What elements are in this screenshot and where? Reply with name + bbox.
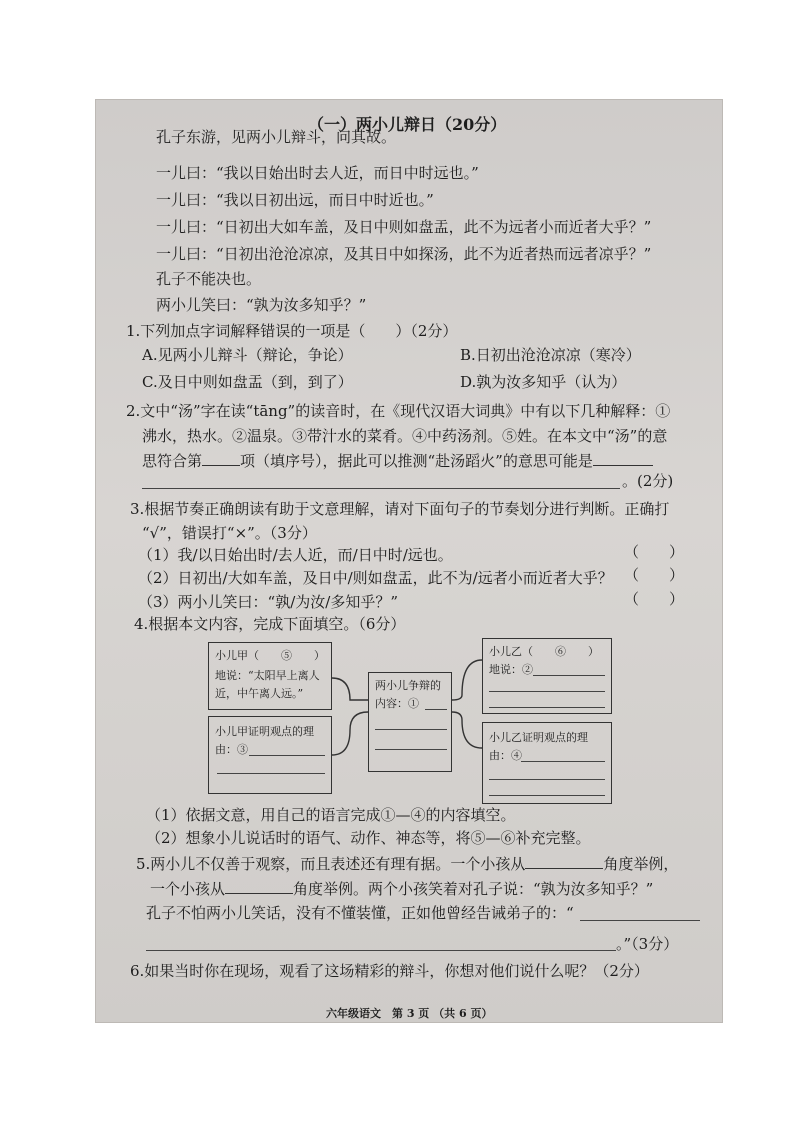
box-child-b-title: 小儿乙（ ⑥ ） (489, 645, 599, 658)
q1-stem: 1.下列加点字词解释错误的一项是（ ）（2分） (126, 322, 458, 340)
passage-line: 一儿曰：“我以日初出远，而日中时近也。” (156, 191, 434, 209)
answer-line[interactable] (146, 950, 616, 951)
q2-line: 沸水，热水。②温泉。③带汁水的菜肴。④中药汤剂。⑤姓。在本文中“汤”的意 (142, 427, 668, 445)
q5-line: 5.两小儿不仅善于观察，而且表述还有理有据。一个小孩从 角度举例， (136, 855, 679, 873)
box-child-a-reason: 小儿甲证明观点的理 由：③ (208, 716, 332, 794)
q3-answer-paren[interactable]: （ ） (624, 590, 685, 608)
box-child-b-claim: 小儿乙（ ⑥ ） 地说：② (482, 638, 612, 714)
q3-answer-paren[interactable]: （ ） (624, 566, 685, 584)
answer-line[interactable] (521, 761, 605, 762)
answer-line[interactable] (533, 675, 605, 676)
answer-line[interactable] (375, 749, 447, 750)
box-child-a-claim: 小儿甲（ ⑤ ） 地说：“太阳早上离人 近，中午离人远。” (208, 642, 332, 710)
answer-line[interactable] (580, 920, 700, 921)
q1-option-b: B.日初出沧沧凉凉（寒冷） (460, 346, 641, 364)
answer-line[interactable] (375, 729, 447, 730)
passage-line: 孔子东游，见两小儿辩斗，问其故。 (156, 128, 397, 146)
answer-line[interactable] (249, 755, 325, 756)
answer-line[interactable] (489, 707, 605, 708)
q3-item: （2）日初出/大如车盖，及日中/则如盘盂，此不为/远者小而近者大乎？ (138, 569, 613, 587)
q2-line: 。(2分) (622, 472, 674, 490)
q3-item: （1）我/以日始出时/去人近，而/日中时/远也。 (138, 546, 453, 564)
answer-line[interactable] (425, 709, 447, 710)
q4-sub2: （2）想象小儿说话时的语气、动作、神态等，将⑤—⑥补充完整。 (146, 829, 591, 847)
answer-line[interactable] (217, 773, 325, 774)
q1-option-a: A.见两小儿辩斗（辩论，争论） (142, 346, 353, 364)
passage-line: 孔子不能决也。 (156, 270, 262, 288)
answer-blank[interactable] (225, 879, 293, 894)
q5-line: 。”（3分） (616, 935, 679, 953)
q4-sub1: （1）依据文意，用自己的语言完成①—④的内容填空。 (146, 806, 516, 824)
q3-item: （3）两小儿笑曰：“孰/为汝/多知乎？” (138, 593, 398, 611)
q6-line: 6.如果当时你在现场，观看了这场精彩的辩斗，你想对他们说什么呢？（2分） (130, 962, 649, 980)
q2-line: 2.文中“汤”字在读“tāng”的读音时，在《现代汉语大词典》中有以下几种解释：① (126, 402, 671, 420)
q1-option-c: C.及日中则如盘盂（到，到了） (142, 373, 353, 391)
passage-line: 一儿曰：“我以日始出时去人近，而日中时远也。” (156, 164, 479, 182)
q3-line: 3.根据节奏正确朗读有助于文意理解，请对下面句子的节奏划分进行判断。正确打 (130, 500, 670, 518)
page-footer: 六年级语文 第 3 页 （共 6 页） (326, 1007, 493, 1020)
q3-answer-paren[interactable]: （ ） (624, 543, 685, 561)
q4-stem: 4.根据本文内容，完成下面填空。（6分） (134, 615, 406, 633)
answer-line[interactable] (489, 779, 605, 780)
passage-line: 一儿曰：“日初出大如车盖，及日中则如盘盂，此不为远者小而近者大乎？” (156, 218, 652, 236)
box-child-b-reason: 小儿乙证明观点的理 由：④ (482, 722, 612, 804)
q2-line: 思符合第 项（填序号），据此可以推测“赴汤蹈火”的意思可能是 (142, 451, 653, 470)
q5-line: 一个小孩从 角度举例。两个小孩笑着对孔子说：“孰为汝多知乎？” (150, 880, 654, 898)
section-title: （一）两小儿辩日（20分） (308, 115, 507, 134)
q3-line: “√”，错误打“×”。（3分） (142, 524, 317, 542)
box-debate-content: 两小儿争辩的 内容：① (368, 672, 452, 772)
box-child-a-title: 小儿甲（ ⑤ ） (215, 649, 325, 662)
passage-line: 两小儿笑曰：“孰为汝多知乎？” (156, 296, 367, 314)
answer-line[interactable] (489, 795, 605, 796)
passage-line: 一儿曰：“日初出沧沧凉凉，及其日中如探汤，此不为近者热而远者凉乎？” (156, 245, 652, 263)
answer-line[interactable] (489, 691, 605, 692)
q5-line: 孔子不怕两小儿笑话，没有不懂装懂，正如他曾经告诫弟子的：“ (146, 904, 574, 922)
q1-option-d: D.孰为汝多知乎（认为） (460, 373, 627, 391)
answer-blank[interactable] (525, 854, 603, 869)
